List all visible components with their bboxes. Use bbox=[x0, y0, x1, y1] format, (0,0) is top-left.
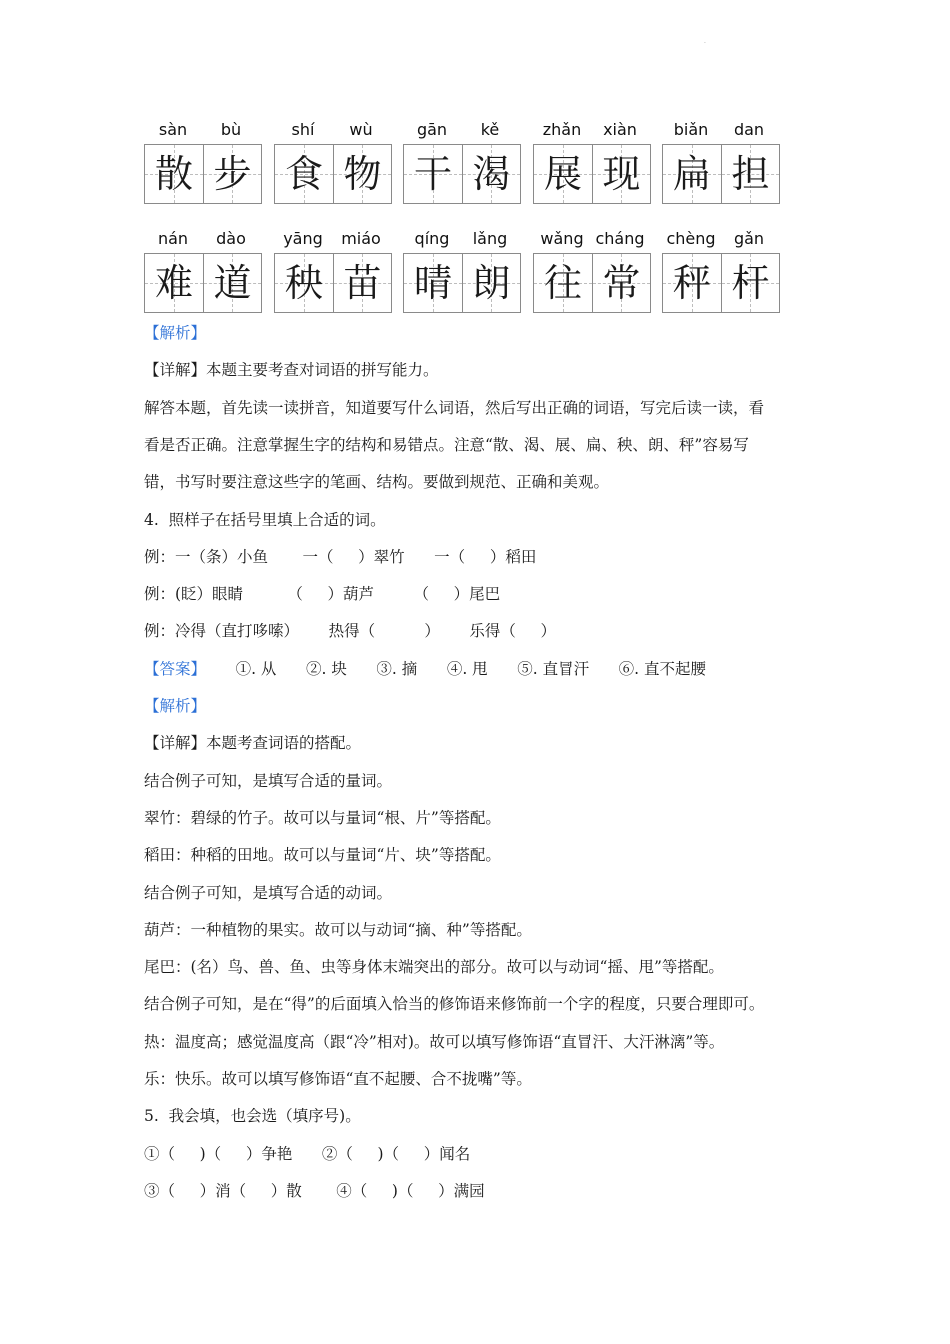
hanzi-char: 扁 bbox=[672, 152, 711, 196]
hanzi-char: 道 bbox=[213, 261, 252, 305]
word-group bbox=[403, 118, 523, 204]
section-label: 【解析】 bbox=[144, 324, 207, 342]
tianzige-box bbox=[275, 145, 333, 203]
line-text: 【详解】本题考查词语的搭配。 bbox=[144, 734, 362, 752]
pinyin-label: miáo bbox=[341, 229, 381, 248]
tianzige-box bbox=[721, 254, 780, 312]
word-group bbox=[662, 227, 782, 313]
text-line bbox=[144, 584, 500, 604]
hanzi-char: 秤 bbox=[672, 261, 711, 305]
pinyin-label: chèng bbox=[666, 229, 716, 248]
line-text: 错，书写时要注意这些字的笔画、结构。要做到规范、正确和美观。 bbox=[144, 473, 610, 491]
text-line bbox=[144, 1069, 532, 1089]
hanzi-char: 难 bbox=[154, 261, 193, 305]
tianzige-box bbox=[333, 145, 392, 203]
word-group bbox=[533, 227, 653, 313]
text-line bbox=[144, 360, 439, 380]
text-line bbox=[144, 1181, 485, 1201]
pinyin-label: shí bbox=[291, 120, 315, 139]
pinyin-label: lǎng bbox=[472, 229, 508, 248]
hanzi-char: 秧 bbox=[284, 261, 323, 305]
word-group bbox=[274, 118, 394, 204]
tianzige-box bbox=[592, 145, 651, 203]
line-text: 热：温度高；感觉温度高（跟“冷”相对)。故可以填写修饰语“直冒汗、大汗淋漓”等。 bbox=[144, 1033, 725, 1051]
hanzi-char: 朗 bbox=[472, 261, 511, 305]
text-line bbox=[144, 1144, 470, 1164]
line-text: 尾巴：(名）鸟、兽、鱼、虫等身体末端突出的部分。故可以与动词“摇、甩”等搭配。 bbox=[144, 958, 724, 976]
hanzi-char: 杆 bbox=[731, 261, 770, 305]
answer-list: ①. 从 ②. 块 ③. 摘 ④. 甩 ⑤. 直冒汗 ⑥. 直不起腰 bbox=[206, 660, 707, 678]
tianzige-box bbox=[534, 254, 592, 312]
word-group bbox=[144, 118, 264, 204]
pinyin-label: cháng bbox=[595, 229, 645, 248]
word-group bbox=[274, 227, 394, 313]
hanzi-char: 渴 bbox=[472, 152, 511, 196]
pinyin-label: yāng bbox=[283, 229, 323, 248]
hanzi-char: 担 bbox=[731, 152, 770, 196]
pinyin-label: kě bbox=[480, 120, 500, 139]
pinyin-label: qíng bbox=[414, 229, 450, 248]
tianzige-box bbox=[404, 254, 462, 312]
pinyin-label: biǎn bbox=[673, 120, 709, 139]
hanzi-char: 常 bbox=[602, 261, 641, 305]
text-line bbox=[144, 547, 536, 567]
text-line bbox=[144, 808, 501, 828]
hanzi-char: 展 bbox=[543, 152, 582, 196]
word-group bbox=[662, 118, 782, 204]
hanzi-char: 干 bbox=[413, 152, 452, 196]
word-group bbox=[533, 118, 653, 204]
word-group bbox=[403, 227, 523, 313]
hanzi-char: 现 bbox=[602, 152, 641, 196]
pinyin-label: xiàn bbox=[603, 120, 637, 139]
hanzi-char: 步 bbox=[213, 152, 252, 196]
section-label: 【解析】 bbox=[144, 697, 207, 715]
pinyin-label: bù bbox=[220, 120, 242, 139]
line-text: 5. 我会填，也会选（填序号)。 bbox=[144, 1107, 361, 1125]
hanzi-char: 食 bbox=[284, 152, 323, 196]
tianzige-box bbox=[663, 254, 721, 312]
line-text: 例：一（条）小鱼 一（ ）翠竹 一（ ）稻田 bbox=[144, 548, 537, 566]
tianzige-box bbox=[462, 145, 521, 203]
text-line bbox=[144, 435, 749, 455]
tianzige-box bbox=[275, 254, 333, 312]
pinyin-label: wù bbox=[349, 120, 373, 139]
tianzige-box bbox=[404, 145, 462, 203]
line-text: ①（ )（ ）争艳 ②（ )（ ）闻名 bbox=[144, 1145, 471, 1163]
text-line bbox=[144, 510, 386, 530]
text-line bbox=[144, 883, 392, 903]
text-line bbox=[144, 920, 532, 940]
tianzige-box bbox=[203, 145, 262, 203]
tianzige-box bbox=[592, 254, 651, 312]
line-text: 看是否正确。注意掌握生字的结构和易错点。注意“散、渴、展、扁、秧、朗、秤”容易写 bbox=[144, 436, 749, 454]
text-line bbox=[144, 696, 206, 716]
text-line bbox=[144, 621, 556, 641]
pinyin-label: nán bbox=[157, 229, 189, 248]
text-line bbox=[144, 733, 361, 753]
hanzi-char: 晴 bbox=[413, 261, 452, 305]
hanzi-char: 苗 bbox=[343, 261, 382, 305]
tianzige-box bbox=[462, 254, 521, 312]
text-line bbox=[144, 994, 764, 1014]
line-text: 例：冷得（直打哆嗦） 热得（ ） 乐得（ ） bbox=[144, 622, 557, 640]
tianzige-box bbox=[145, 145, 203, 203]
pinyin-label: gān bbox=[416, 120, 448, 139]
pinyin-label: dan bbox=[733, 120, 765, 139]
tianzige-box bbox=[203, 254, 262, 312]
text-line bbox=[144, 771, 392, 791]
line-text: 【详解】本题主要考查对词语的拼写能力。 bbox=[144, 361, 439, 379]
line-text: 解答本题，首先读一读拼音，知道要写什么词语，然后写出正确的词语，写完后读一读，看 bbox=[144, 399, 765, 417]
line-text: 葫芦：一种植物的果实。故可以与动词“摘、种”等搭配。 bbox=[144, 921, 532, 939]
tianzige-box bbox=[721, 145, 780, 203]
line-text: 翠竹：碧绿的竹子。故可以与量词“根、片”等搭配。 bbox=[144, 809, 501, 827]
hanzi-char: 散 bbox=[154, 152, 193, 196]
tianzige-box bbox=[663, 145, 721, 203]
line-text: 结合例子可知，是填写合适的动词。 bbox=[144, 884, 393, 902]
line-text: 结合例子可知，是在“得”的后面填入恰当的修饰语来修饰前一个字的程度，只要合理即可。 bbox=[144, 995, 765, 1013]
line-text: 4. 照样子在括号里填上合适的词。 bbox=[144, 511, 386, 529]
text-line bbox=[144, 1032, 724, 1052]
line-text: 结合例子可知，是填写合适的量词。 bbox=[144, 772, 393, 790]
hanzi-char: 往 bbox=[543, 261, 582, 305]
text-line bbox=[144, 472, 609, 492]
tianzige-box bbox=[145, 254, 203, 312]
hanzi-char: 物 bbox=[343, 152, 382, 196]
text-line bbox=[144, 1106, 361, 1126]
line-text: 例：(眨）眼睛 （ ）葫芦 （ ）尾巴 bbox=[144, 585, 501, 603]
text-line bbox=[144, 845, 501, 865]
pinyin-label: sàn bbox=[158, 120, 188, 139]
line-text: ③（ ）消（ ）散 ④（ )（ ）满园 bbox=[144, 1182, 485, 1200]
section-label: 【答案】 bbox=[144, 660, 207, 678]
text-line bbox=[144, 323, 206, 343]
word-group bbox=[144, 227, 264, 313]
tianzige-box bbox=[534, 145, 592, 203]
pinyin-label: gǎn bbox=[733, 229, 765, 248]
line-text: 稻田：种稻的田地。故可以与量词“片、块”等搭配。 bbox=[144, 846, 501, 864]
pinyin-label: zhǎn bbox=[542, 120, 582, 139]
text-line bbox=[144, 659, 706, 679]
text-line bbox=[144, 398, 764, 418]
text-line bbox=[144, 957, 724, 977]
line-text: 乐：快乐。故可以填写修饰语“直不起腰、合不拢嘴”等。 bbox=[144, 1070, 532, 1088]
pinyin-label: wǎng bbox=[540, 229, 584, 248]
page-mark: · bbox=[704, 40, 706, 47]
pinyin-label: dào bbox=[216, 229, 246, 248]
tianzige-box bbox=[333, 254, 392, 312]
